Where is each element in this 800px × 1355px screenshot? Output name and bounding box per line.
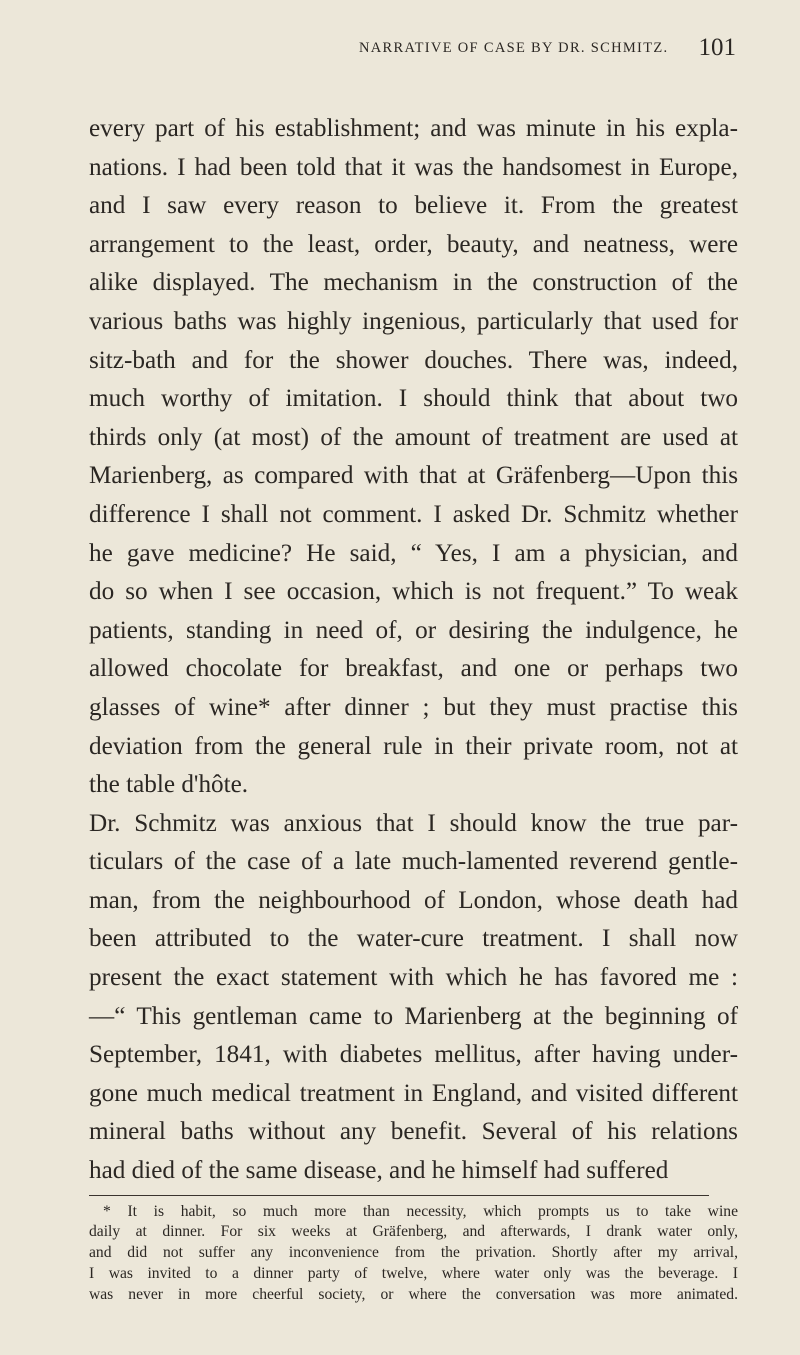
text-line: gone much medical treatment in England, and visited different [89, 1079, 738, 1107]
text-line: patients, standing in need of, or desiring the indulgence, he [89, 616, 738, 644]
text-line: —“ This gentleman came to Marienberg at the beginning of [89, 1002, 738, 1030]
text-line: Dr. Schmitz was anxious that I should know the true par- [89, 809, 738, 837]
text-line: present the exact statement with which he has favored me : [89, 964, 738, 992]
text-line: allowed chocolate for breakfast, and one or perhaps two [89, 655, 738, 683]
text-line: been attributed to the water-cure treatment. I shall now [89, 925, 738, 953]
text-line: September, 1841, with diabetes mellitus, after having under- [89, 1041, 738, 1069]
text-line: arrangement to the least, order, beauty, and neatness, were [89, 230, 738, 258]
body-text [89, 110, 738, 1191]
text-line: he gave medicine? He said, “ Yes, I am a physician, and [89, 539, 738, 567]
text-line: difference I shall not comment. I asked Dr. Schmitz whether [89, 500, 738, 528]
text-line: nations. I had been told that it was the handsomest in Europe, [89, 153, 738, 181]
text-line: glasses of wine* after dinner ; but they must practise this [89, 693, 738, 721]
footnote-line: I was invited to a dinner party of twelve, where water only was the beverage. I [89, 1265, 738, 1283]
text-line: every part of his establishment; and was minute in his expla- [89, 115, 738, 142]
text-line: alike displayed. The mechanism in the construction of the [89, 269, 738, 297]
text-line: ticulars of the case of a late much-lamented reverend gentle- [89, 848, 738, 876]
text-line: Marienberg, as compared with that at Gräfenberg—Upon this [89, 462, 738, 490]
page-number: 101 [698, 34, 736, 61]
footnote-line: daily at dinner. For six weeks at Gräfenberg, and afterwards, I drank water only, [89, 1223, 738, 1241]
text-line: had died of the same disease, and he himself had suffered [89, 1157, 669, 1185]
text-line: sitz-bath and for the shower douches. There was, indeed, [89, 346, 738, 374]
text-line: and I saw every reason to believe it. From the greatest [89, 192, 738, 220]
running-title: NARRATIVE OF CASE BY DR. SCHMITZ. [359, 40, 669, 56]
text-line: thirds only (at most) of the amount of treatment are used at [89, 423, 738, 451]
footnote-line: was never in more cheerful society, or where the conversation was more animated. [89, 1285, 738, 1303]
footnote-line: * It is habit, so much more than necessity, which prompts us to take wine [103, 1202, 738, 1220]
running-head [89, 34, 738, 78]
footnotes [89, 1202, 738, 1306]
text-line: various baths was highly ingenious, particularly that used for [89, 307, 738, 335]
footnote-rule [89, 1195, 709, 1196]
text-line: deviation from the general rule in their private room, not at [89, 732, 738, 760]
footnote-line: and did not suffer any inconvenience from the privation. Shortly after my arrival, [89, 1244, 738, 1262]
text-line: the table d'hôte. [89, 771, 249, 799]
text-line: mineral baths without any benefit. Several of his relations [89, 1118, 738, 1146]
text-line: man, from the neighbourhood of London, whose death had [89, 886, 738, 914]
text-line: much worthy of imitation. I should think that about two [89, 385, 738, 413]
text-line: do so when I see occasion, which is not frequent.” To weak [89, 578, 738, 606]
